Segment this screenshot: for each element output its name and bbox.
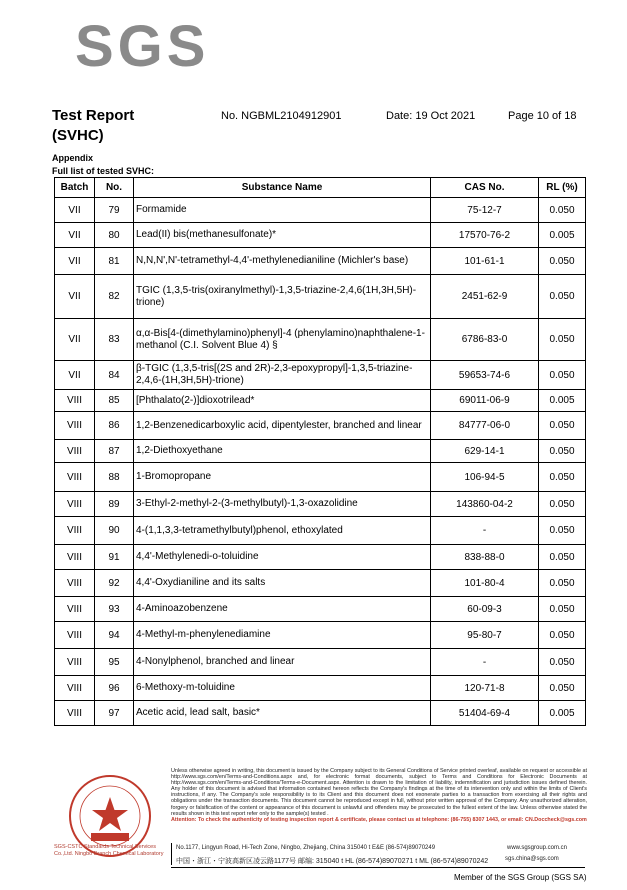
cell-substance-name: 1-Bromopropane xyxy=(134,463,431,492)
cell-cas-no: 2451-62-9 xyxy=(431,275,539,319)
cell-rl: 0.050 xyxy=(539,361,586,390)
cell-no: 86 xyxy=(95,412,134,440)
email-link[interactable]: sgs.china@sgs.com xyxy=(505,856,559,862)
authenticity-notice: Attention: To check the authenticity of testing inspection report & certificate, please contact us at telephone: (86-755) 8307 1443, or email: CN.Doccheck@sgs.com xyxy=(171,816,587,823)
cell-substance-name: 3-Ethyl-2-methyl-2-(3-methylbutyl)-1,3-oxazolidine xyxy=(134,492,431,517)
cell-substance-name: α,α-Bis[4-(dimethylamino)phenyl]-4 (phenylamino)naphthalene-1-methanol (C.I. Solvent Blue 4) § xyxy=(134,319,431,361)
table-row xyxy=(55,463,586,492)
table-row xyxy=(55,570,586,597)
cell-cas-no: 69011-06-9 xyxy=(431,390,539,412)
cell-rl: 0.050 xyxy=(539,649,586,676)
cell-rl: 0.005 xyxy=(539,223,586,248)
cell-rl: 0.050 xyxy=(539,492,586,517)
cell-substance-name: Lead(II) bis(methanesulfonate)* xyxy=(134,223,431,248)
cell-substance-name: 1,2-Diethoxyethane xyxy=(134,440,431,463)
report-title: Test Report xyxy=(52,107,135,124)
cell-substance-name: TGIC (1,3,5-tris(oxiranylmethyl)-1,3,5-triazine-2,4,6(1H,3H,5H)-trione) xyxy=(134,275,431,319)
header-batch: Batch xyxy=(55,178,95,198)
cell-cas-no: 101-80-4 xyxy=(431,570,539,597)
cell-cas-no: 838-88-0 xyxy=(431,545,539,570)
cell-rl: 0.050 xyxy=(539,198,586,223)
cell-substance-name: Formamide xyxy=(134,198,431,223)
cell-rl: 0.050 xyxy=(539,275,586,319)
report-date: Date: 19 Oct 2021 xyxy=(386,110,476,122)
cell-batch: VII xyxy=(55,319,95,361)
cell-batch: VIII xyxy=(55,545,95,570)
cell-no: 88 xyxy=(95,463,134,492)
table-row xyxy=(55,649,586,676)
cell-rl: 0.005 xyxy=(539,701,586,726)
footer-divider xyxy=(171,867,585,868)
cell-no: 92 xyxy=(95,570,134,597)
cell-no: 89 xyxy=(95,492,134,517)
disclaimer-text xyxy=(171,768,587,823)
cell-cas-no: 59653-74-6 xyxy=(431,361,539,390)
cell-batch: VIII xyxy=(55,492,95,517)
cell-rl: 0.050 xyxy=(539,248,586,275)
cell-batch: VIII xyxy=(55,517,95,545)
table-row xyxy=(55,248,586,275)
table-row xyxy=(55,198,586,223)
cell-rl: 0.050 xyxy=(539,440,586,463)
cell-substance-name: 4-Nonylphenol, branched and linear xyxy=(134,649,431,676)
cell-rl: 0.050 xyxy=(539,319,586,361)
cell-no: 91 xyxy=(95,545,134,570)
header-rl: RL (%) xyxy=(539,178,586,198)
cell-rl: 0.050 xyxy=(539,463,586,492)
table-row xyxy=(55,701,586,726)
cell-substance-name: 4-Methyl-m-phenylenediamine xyxy=(134,622,431,649)
website-link[interactable]: www.sgsgroup.com.cn xyxy=(507,845,568,851)
table-header-row xyxy=(55,178,586,198)
cell-batch: VIII xyxy=(55,412,95,440)
cell-substance-name: 6-Methoxy-m-toluidine xyxy=(134,676,431,701)
cell-cas-no: 101-61-1 xyxy=(431,248,539,275)
cell-batch: VII xyxy=(55,198,95,223)
address-english: No.1177, Lingyun Road, Hi-Tech Zone, Ningbo, Zhejiang, China 315040 t E&E (86-574)89070249 xyxy=(176,845,436,851)
cell-batch: VIII xyxy=(55,463,95,492)
disclaimer-body: Unless otherwise agreed in writing, this document is issued by the Company subject to its General Conditions of Service printed overleaf, available on request or accessible at http://www.sgs.com/en/Terms-and-Conditions.aspx and, for electronic format documents, subject to Terms and Conditions for Electronic Documents at http://www.sgs.com/en/Terms-and-Conditions/Terms-e-Document.aspx. Attention is drawn to the limitation of liability, indemnification and jurisdiction issues defined therein. Any holder of this document is advised that information contained hereon reflects the Company's findings at the time of its intervention only and within the limits of Client's instructions, if any. The Company's sole responsibility is to its Client and this document does not exonerate parties to a transaction from exercising all their rights and obligations under the transaction documents. This document cannot be reproduced except in full, without prior written approval of the Company. Any unauthorized alteration, forgery or falsification of the content or appearance of this document is unlawful and offenders may be prosecuted to the fullest extent of the law. Unless otherwise stated the results shown in this test report refer only to the sample(s) tested . xyxy=(171,768,587,817)
svhc-table xyxy=(54,177,586,726)
cell-cas-no: - xyxy=(431,649,539,676)
table-row xyxy=(55,223,586,248)
cell-no: 83 xyxy=(95,319,134,361)
table-row xyxy=(55,390,586,412)
cell-cas-no: - xyxy=(431,517,539,545)
sgs-logo: SGS xyxy=(75,14,210,79)
cell-cas-no: 84777-06-0 xyxy=(431,412,539,440)
cell-substance-name: β-TGIC (1,3,5-tris[(2S and 2R)-2,3-epoxypropyl]-1,3,5-triazine-2,4,6-(1H,3H,5H)-trione) xyxy=(134,361,431,390)
cell-no: 82 xyxy=(95,275,134,319)
cell-cas-no: 6786-83-0 xyxy=(431,319,539,361)
list-title: Full list of tested SVHC: xyxy=(52,166,155,176)
cell-no: 84 xyxy=(95,361,134,390)
cell-rl: 0.050 xyxy=(539,570,586,597)
seal-caption: SGS-CSTC Standards Technical Services Co.,Ltd. Ningbo Branch Chemical Laboratory xyxy=(54,844,164,857)
cell-rl: 0.050 xyxy=(539,622,586,649)
table-row xyxy=(55,275,586,319)
cell-batch: VIII xyxy=(55,440,95,463)
cell-rl: 0.050 xyxy=(539,597,586,622)
cell-rl: 0.005 xyxy=(539,390,586,412)
cell-rl: 0.050 xyxy=(539,412,586,440)
member-statement: Member of the SGS Group (SGS SA) xyxy=(454,873,587,882)
cell-no: 85 xyxy=(95,390,134,412)
header-no: No. xyxy=(95,178,134,198)
cell-no: 93 xyxy=(95,597,134,622)
cell-rl: 0.050 xyxy=(539,517,586,545)
appendix-label: Appendix xyxy=(52,153,94,163)
table-row xyxy=(55,545,586,570)
cell-batch: VIII xyxy=(55,570,95,597)
cell-rl: 0.050 xyxy=(539,545,586,570)
cell-no: 97 xyxy=(95,701,134,726)
header-cas-no: CAS No. xyxy=(431,178,539,198)
table-row xyxy=(55,412,586,440)
cell-rl: 0.050 xyxy=(539,676,586,701)
cell-batch: VII xyxy=(55,361,95,390)
cell-batch: VIII xyxy=(55,701,95,726)
cell-substance-name: Acetic acid, lead salt, basic* xyxy=(134,701,431,726)
cell-no: 79 xyxy=(95,198,134,223)
cell-no: 90 xyxy=(95,517,134,545)
cell-no: 80 xyxy=(95,223,134,248)
cell-no: 95 xyxy=(95,649,134,676)
table-row xyxy=(55,440,586,463)
cell-batch: VIII xyxy=(55,390,95,412)
table-row xyxy=(55,622,586,649)
cell-cas-no: 120-71-8 xyxy=(431,676,539,701)
table-row xyxy=(55,361,586,390)
cell-batch: VII xyxy=(55,248,95,275)
cell-substance-name: N,N,N',N'-tetramethyl-4,4'-methylenedianiline (Michler's base) xyxy=(134,248,431,275)
cell-batch: VIII xyxy=(55,649,95,676)
table-row xyxy=(55,492,586,517)
cell-no: 81 xyxy=(95,248,134,275)
cell-cas-no: 629-14-1 xyxy=(431,440,539,463)
cell-substance-name: 4,4'-Methylenedi-o-toluidine xyxy=(134,545,431,570)
cell-cas-no: 143860-04-2 xyxy=(431,492,539,517)
cell-cas-no: 60-09-3 xyxy=(431,597,539,622)
page-number: Page 10 of 18 xyxy=(508,110,577,122)
footer-divider-vertical xyxy=(171,843,172,865)
cell-substance-name: 4-Aminoazobenzene xyxy=(134,597,431,622)
cell-substance-name: 4-(1,1,3,3-tetramethylbutyl)phenol, ethoxylated xyxy=(134,517,431,545)
address-chinese: 中国・浙江・宁波高新区凌云路1177号 邮编: 315040 t HL (86-574)89070271 t ML (86-574)89070242 xyxy=(176,858,489,865)
cell-cas-no: 106-94-5 xyxy=(431,463,539,492)
report-number: No. NGBML2104912901 xyxy=(221,110,342,122)
cell-cas-no: 95-80-7 xyxy=(431,622,539,649)
cell-batch: VII xyxy=(55,275,95,319)
cell-substance-name: [Phthalato(2-)]dioxotrilead* xyxy=(134,390,431,412)
cell-cas-no: 51404-69-4 xyxy=(431,701,539,726)
cell-substance-name: 4,4'-Oxydianiline and its salts xyxy=(134,570,431,597)
cell-batch: VIII xyxy=(55,676,95,701)
cell-cas-no: 75-12-7 xyxy=(431,198,539,223)
cell-no: 94 xyxy=(95,622,134,649)
table-row xyxy=(55,517,586,545)
cell-batch: VIII xyxy=(55,622,95,649)
table-row xyxy=(55,319,586,361)
cell-no: 87 xyxy=(95,440,134,463)
cell-no: 96 xyxy=(95,676,134,701)
table-row xyxy=(55,676,586,701)
cell-batch: VIII xyxy=(55,597,95,622)
header-substance-name: Substance Name xyxy=(134,178,431,198)
table-row xyxy=(55,597,586,622)
cell-cas-no: 17570-76-2 xyxy=(431,223,539,248)
cell-substance-name: 1,2-Benzenedicarboxylic acid, dipentylester, branched and linear xyxy=(134,412,431,440)
report-subtitle: (SVHC) xyxy=(52,127,104,144)
cell-batch: VII xyxy=(55,223,95,248)
